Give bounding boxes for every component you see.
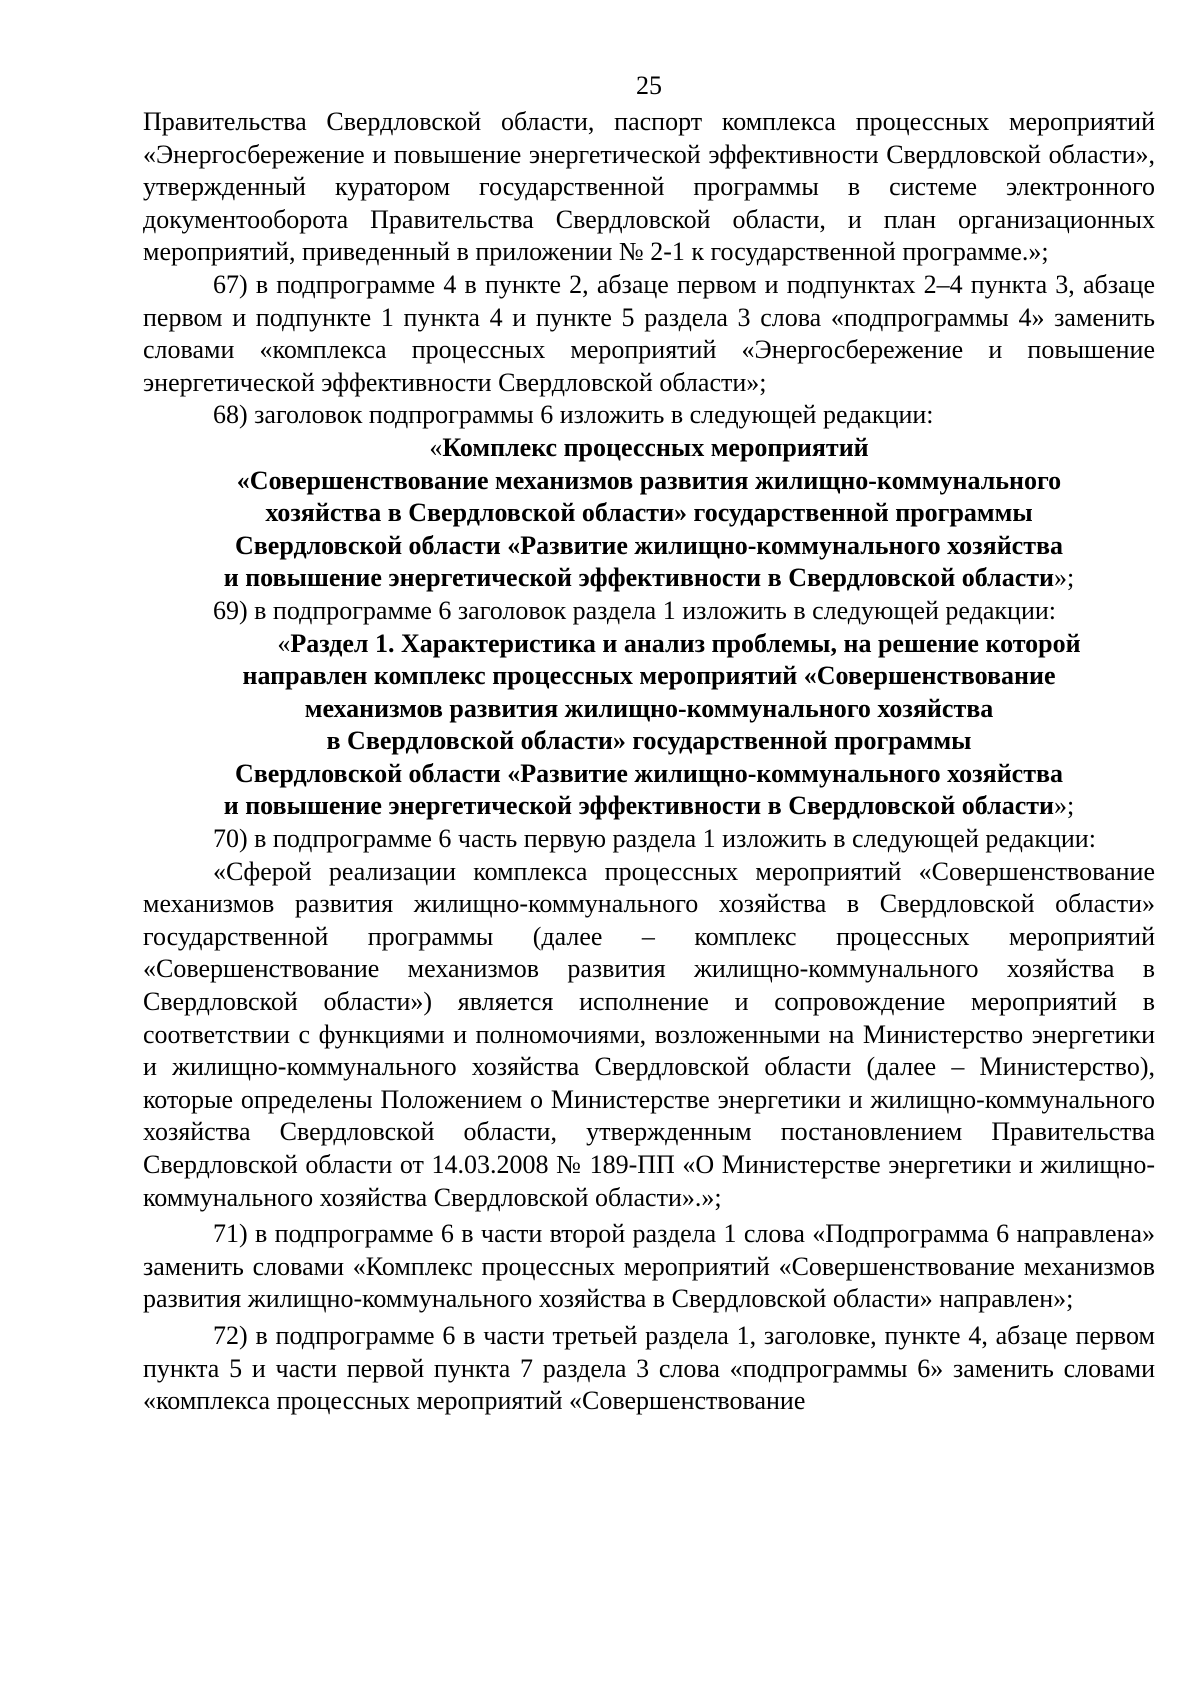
heading-2-line-1-text: Раздел 1. Характеристика и анализ проблемы, на решение которой [290, 628, 1081, 658]
heading-2-line-4 [143, 725, 1155, 758]
heading-section-1 [143, 628, 1155, 824]
heading-1-line-1-text: Комплекс процессных мероприятий [442, 432, 869, 462]
heading-1-line-4 [143, 530, 1155, 563]
heading-1-line-5-text: и повышение энергетической эффективности в Свердловской области [223, 563, 1055, 593]
paragraph-72: 72) в подпрограмме 6 в части третьей раздела 1, заголовке, пункте 4, абзаце первом пункта 5 и части первой пункта 7 раздела 3 слова «подпрограммы 6» заменить словами «комплекса процессных мероприятий «Совершенствование [143, 1320, 1155, 1416]
heading-2-line-5 [143, 758, 1155, 791]
heading-2-line-6-text: и повышение энергетической эффективности в Свердловской области [223, 791, 1055, 821]
heading-2-close: »; [1054, 791, 1075, 821]
heading-1-open-quote: « [429, 432, 443, 462]
paragraph-70-quote: «Сферой реализации комплекса процессных мероприятий «Совершенствование механизмов развития жилищно-коммунального хозяйства в Свердловской области» государственной программы (далее – комплекс процессных мероприятий «Совершенствование механизмов развития жилищно-коммунального хозяйства в Свердловской области») является исполнение и сопровождение мероприятий в соответствии с функциями и полномочиями, возложенными на Министерство энергетики и жилищно-коммунального хозяйства Свердловской области (далее – Министерство), которые определены Положением о Министерстве энергетики и жилищно-коммунального хозяйства Свердловской области, утвержденным постановлением Правительства Свердловской области от 14.03.2008 № 189-ПП «О Министерстве энергетики и жилищно-коммунального хозяйства Свердловской области».»; [143, 856, 1155, 1212]
heading-1-line-4-text: Свердловской области «Развитие жилищно-коммунального хозяйства [234, 530, 1064, 560]
heading-1-line-3-text: хозяйства в Свердловской области» государственной программы [265, 498, 1033, 528]
heading-2-open-quote: « [277, 628, 291, 658]
heading-2-line-3-text: механизмов развития жилищно-коммунального хозяйства [304, 693, 994, 723]
heading-1-line-2 [143, 465, 1155, 498]
heading-1-close: »; [1054, 563, 1075, 593]
heading-1-line-1 [143, 432, 1155, 465]
heading-2-line-1 [143, 628, 1155, 661]
paragraph-68: 68) заголовок подпрограммы 6 изложить в следующей редакции: [213, 400, 934, 430]
heading-2-line-2-text: направлен комплекс процессных мероприятий «Совершенствование [242, 661, 1056, 691]
heading-subprogram-6 [143, 432, 1155, 595]
heading-1-line-3 [143, 497, 1155, 530]
page-number-text: 25 [636, 71, 662, 100]
heading-1-line-5 [143, 562, 1155, 595]
paragraph-67: 67) в подпрограмме 4 в пункте 2, абзаце первом и подпунктах 2–4 пункта 3, абзаце первом и подпункте 1 пункта 4 и пункте 5 раздела 3 слова «подпрограммы 4» заменить словами «комплекса процессных мероприятий «Энергосбережение и повышение энергетической эффективности Свердловской области»; [143, 269, 1155, 397]
heading-2-line-3 [143, 693, 1155, 726]
heading-2-line-2 [143, 660, 1155, 693]
paragraph-continuation: Правительства Свердловской области, паспорт комплекса процессных мероприятий «Энергосбережение и повышение энергетической эффективности Свердловской области», утвержденный куратором государственной программы в системе электронного документооборота Правительства Свердловской области, и план организационных мероприятий, приведенный в приложении № 2-1 к государственной программе.»; [143, 107, 1155, 267]
heading-2-line-5-text: Свердловской области «Развитие жилищно-коммунального хозяйства [234, 758, 1064, 788]
page-number [143, 70, 1155, 102]
paragraph-70: 70) в подпрограмме 6 часть первую раздела 1 изложить в следующей редакции: [213, 824, 1096, 854]
heading-2-line-6 [143, 790, 1155, 823]
paragraph-69: 69) в подпрограмме 6 заголовок раздела 1 изложить в следующей редакции: [213, 595, 1056, 625]
heading-2-line-4-text: в Свердловской области» государственной программы [326, 726, 972, 756]
paragraph-71: 71) в подпрограмме 6 в части второй раздела 1 слова «Подпрограмма 6 направлена» заменить словами «Комплекс процессных мероприятий «Совершенствование механизмов развития жилищно-коммунального хозяйства в Свердловской области» направлен»; [143, 1219, 1155, 1314]
heading-1-line-2-text: «Совершенствование механизмов развития жилищно-коммунального [236, 465, 1062, 495]
